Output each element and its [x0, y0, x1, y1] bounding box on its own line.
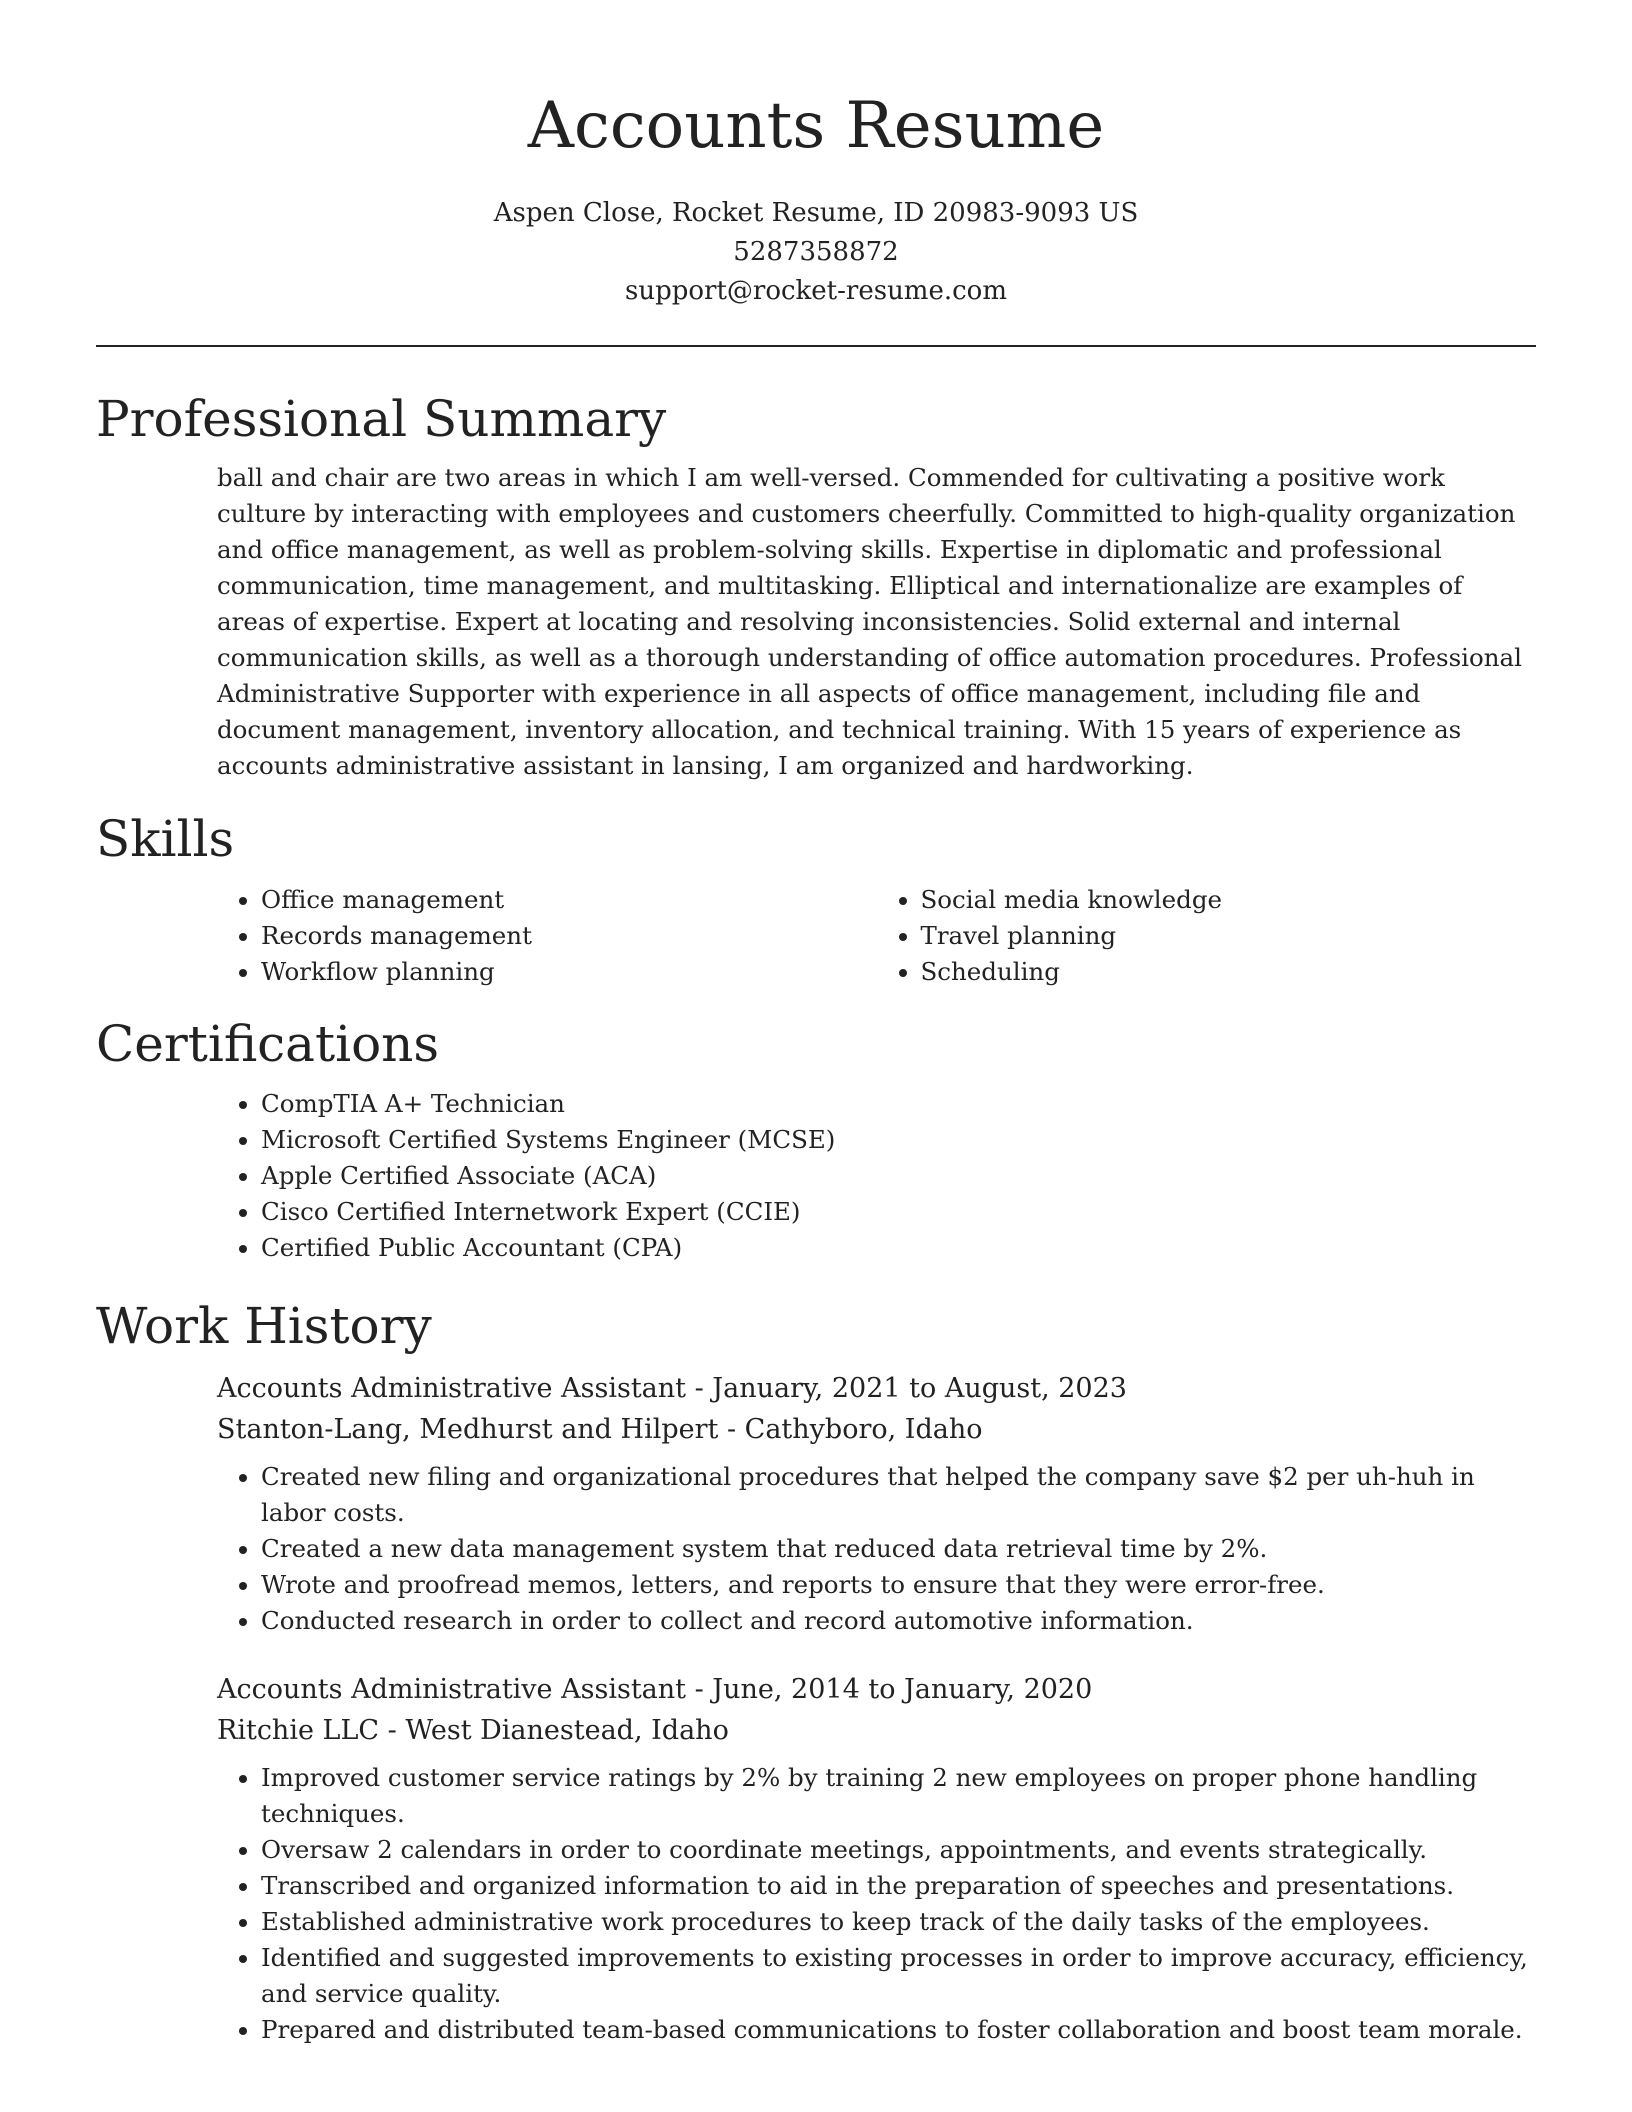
- certification-item: • Apple Certified Associate (ACA): [261, 1158, 1536, 1194]
- certifications-list: [217, 1086, 1536, 1266]
- contact-block: [96, 194, 1536, 311]
- job-bullet: • Oversaw 2 calendars in order to coordinate meetings, appointments, and events strategically.: [261, 1832, 1536, 1868]
- phone: 5287358872: [733, 237, 899, 267]
- job-bullet: • Established administrative work procedures to keep track of the daily tasks of the employees.: [261, 1904, 1536, 1940]
- job-bullet: • Identified and suggested improvements to existing processes in order to improve accuracy, efficiency, and service quality.: [261, 1940, 1536, 2012]
- certification-item: • CompTIA A+ Technician: [261, 1086, 1536, 1122]
- certification-item: • Microsoft Certified Systems Engineer (MCSE): [261, 1122, 1536, 1158]
- job-bullet: • Conducted research in order to collect and record automotive information.: [261, 1603, 1536, 1639]
- certifications-section: [96, 1012, 1536, 1266]
- job-bullet: • Wrote and proofread memos, letters, and reports to ensure that they were error-free.: [261, 1567, 1536, 1603]
- job-title-line: [217, 1368, 1536, 1409]
- skills-section: [96, 807, 1536, 990]
- skill-item: • Office management: [261, 882, 877, 918]
- job-bullet: • Prepared and distributed team-based communications to foster collaboration and boost team morale.: [261, 2012, 1536, 2048]
- skill-item: • Records management: [261, 918, 877, 954]
- header-divider: [96, 345, 1536, 347]
- job-dates: - June, 2014 to January, 2020: [686, 1674, 1093, 1705]
- job-position: Accounts Administrative Assistant: [217, 1674, 687, 1705]
- job-entry: [217, 1669, 1536, 2048]
- summary-text: ball and chair are two areas in which I am well-versed. Commended for cultivating a positive work culture by interacting with employees and customers cheerfully. Committed to high-quality organization and office management, as well as problem-solving skills. Expertise in diplomatic and professional communication, time management, and multitasking. Elliptical and internationalize are examples of areas of expertise. Expert at locating and resolving inconsistencies. Solid external and internal communication skills, as well as a thorough understanding of office automation procedures. Professional Administrative Supporter with experience in all aspects of office management, including file and document management, inventory allocation, and technical training. With 15 years of experience as accounts administrative assistant in lansing, I am organized and hardworking.: [217, 463, 1522, 780]
- job-location: - West Dianestead, Idaho: [379, 1715, 729, 1746]
- work-history-section: [96, 1294, 1536, 2048]
- certification-item: • Cisco Certified Internetwork Expert (CCIE): [261, 1194, 1536, 1230]
- skill-item: • Travel planning: [921, 918, 1537, 954]
- job-bullets: [217, 1459, 1536, 1639]
- work-history-heading: Work History: [96, 1297, 432, 1355]
- skills-right-column: [877, 882, 1537, 990]
- job-company-line: [217, 1710, 1536, 1751]
- job-entry: [217, 1368, 1536, 1639]
- job-bullet: • Improved customer service ratings by 2% by training 2 new employees on proper phone handling techniques.: [261, 1760, 1536, 1832]
- summary-section: [96, 387, 1536, 784]
- skill-item: • Workflow planning: [261, 954, 877, 990]
- job-location: - Cathyboro, Idaho: [718, 1414, 983, 1445]
- job-bullet: • Created a new data management system that reduced data retrieval time by 2%.: [261, 1531, 1536, 1567]
- job-position: Accounts Administrative Assistant: [217, 1373, 687, 1404]
- certification-item: • Certified Public Accountant (CPA): [261, 1230, 1536, 1266]
- skill-item: • Scheduling: [921, 954, 1537, 990]
- certifications-ul: [217, 1086, 1536, 1266]
- skills-list: [217, 882, 1536, 990]
- job-company: Stanton-Lang, Medhurst and Hilpert: [217, 1414, 719, 1445]
- summary-heading: Professional Summary: [96, 390, 667, 448]
- skill-item: • Social media knowledge: [921, 882, 1537, 918]
- job-bullet: • Transcribed and organized information to aid in the preparation of speeches and presentations.: [261, 1868, 1536, 1904]
- job-bullet: • Created new filing and organizational procedures that helped the company save $2 per uh-huh in labor costs.: [261, 1459, 1536, 1531]
- job-title-line: [217, 1669, 1536, 1710]
- address: Aspen Close, Rocket Resume, ID 20983-9093 US: [493, 198, 1139, 228]
- job-dates: - January, 2021 to August, 2023: [686, 1373, 1127, 1404]
- skills-left-column: [217, 882, 877, 990]
- job-bullets: [217, 1760, 1536, 2048]
- resume-title: Accounts Resume: [527, 89, 1105, 163]
- skills-heading: Skills: [96, 810, 235, 868]
- job-company-line: [217, 1409, 1536, 1450]
- certifications-heading: Certifications: [96, 1015, 440, 1073]
- job-company: Ritchie LLC: [217, 1715, 380, 1746]
- email: support@rocket-resume.com: [624, 276, 1007, 306]
